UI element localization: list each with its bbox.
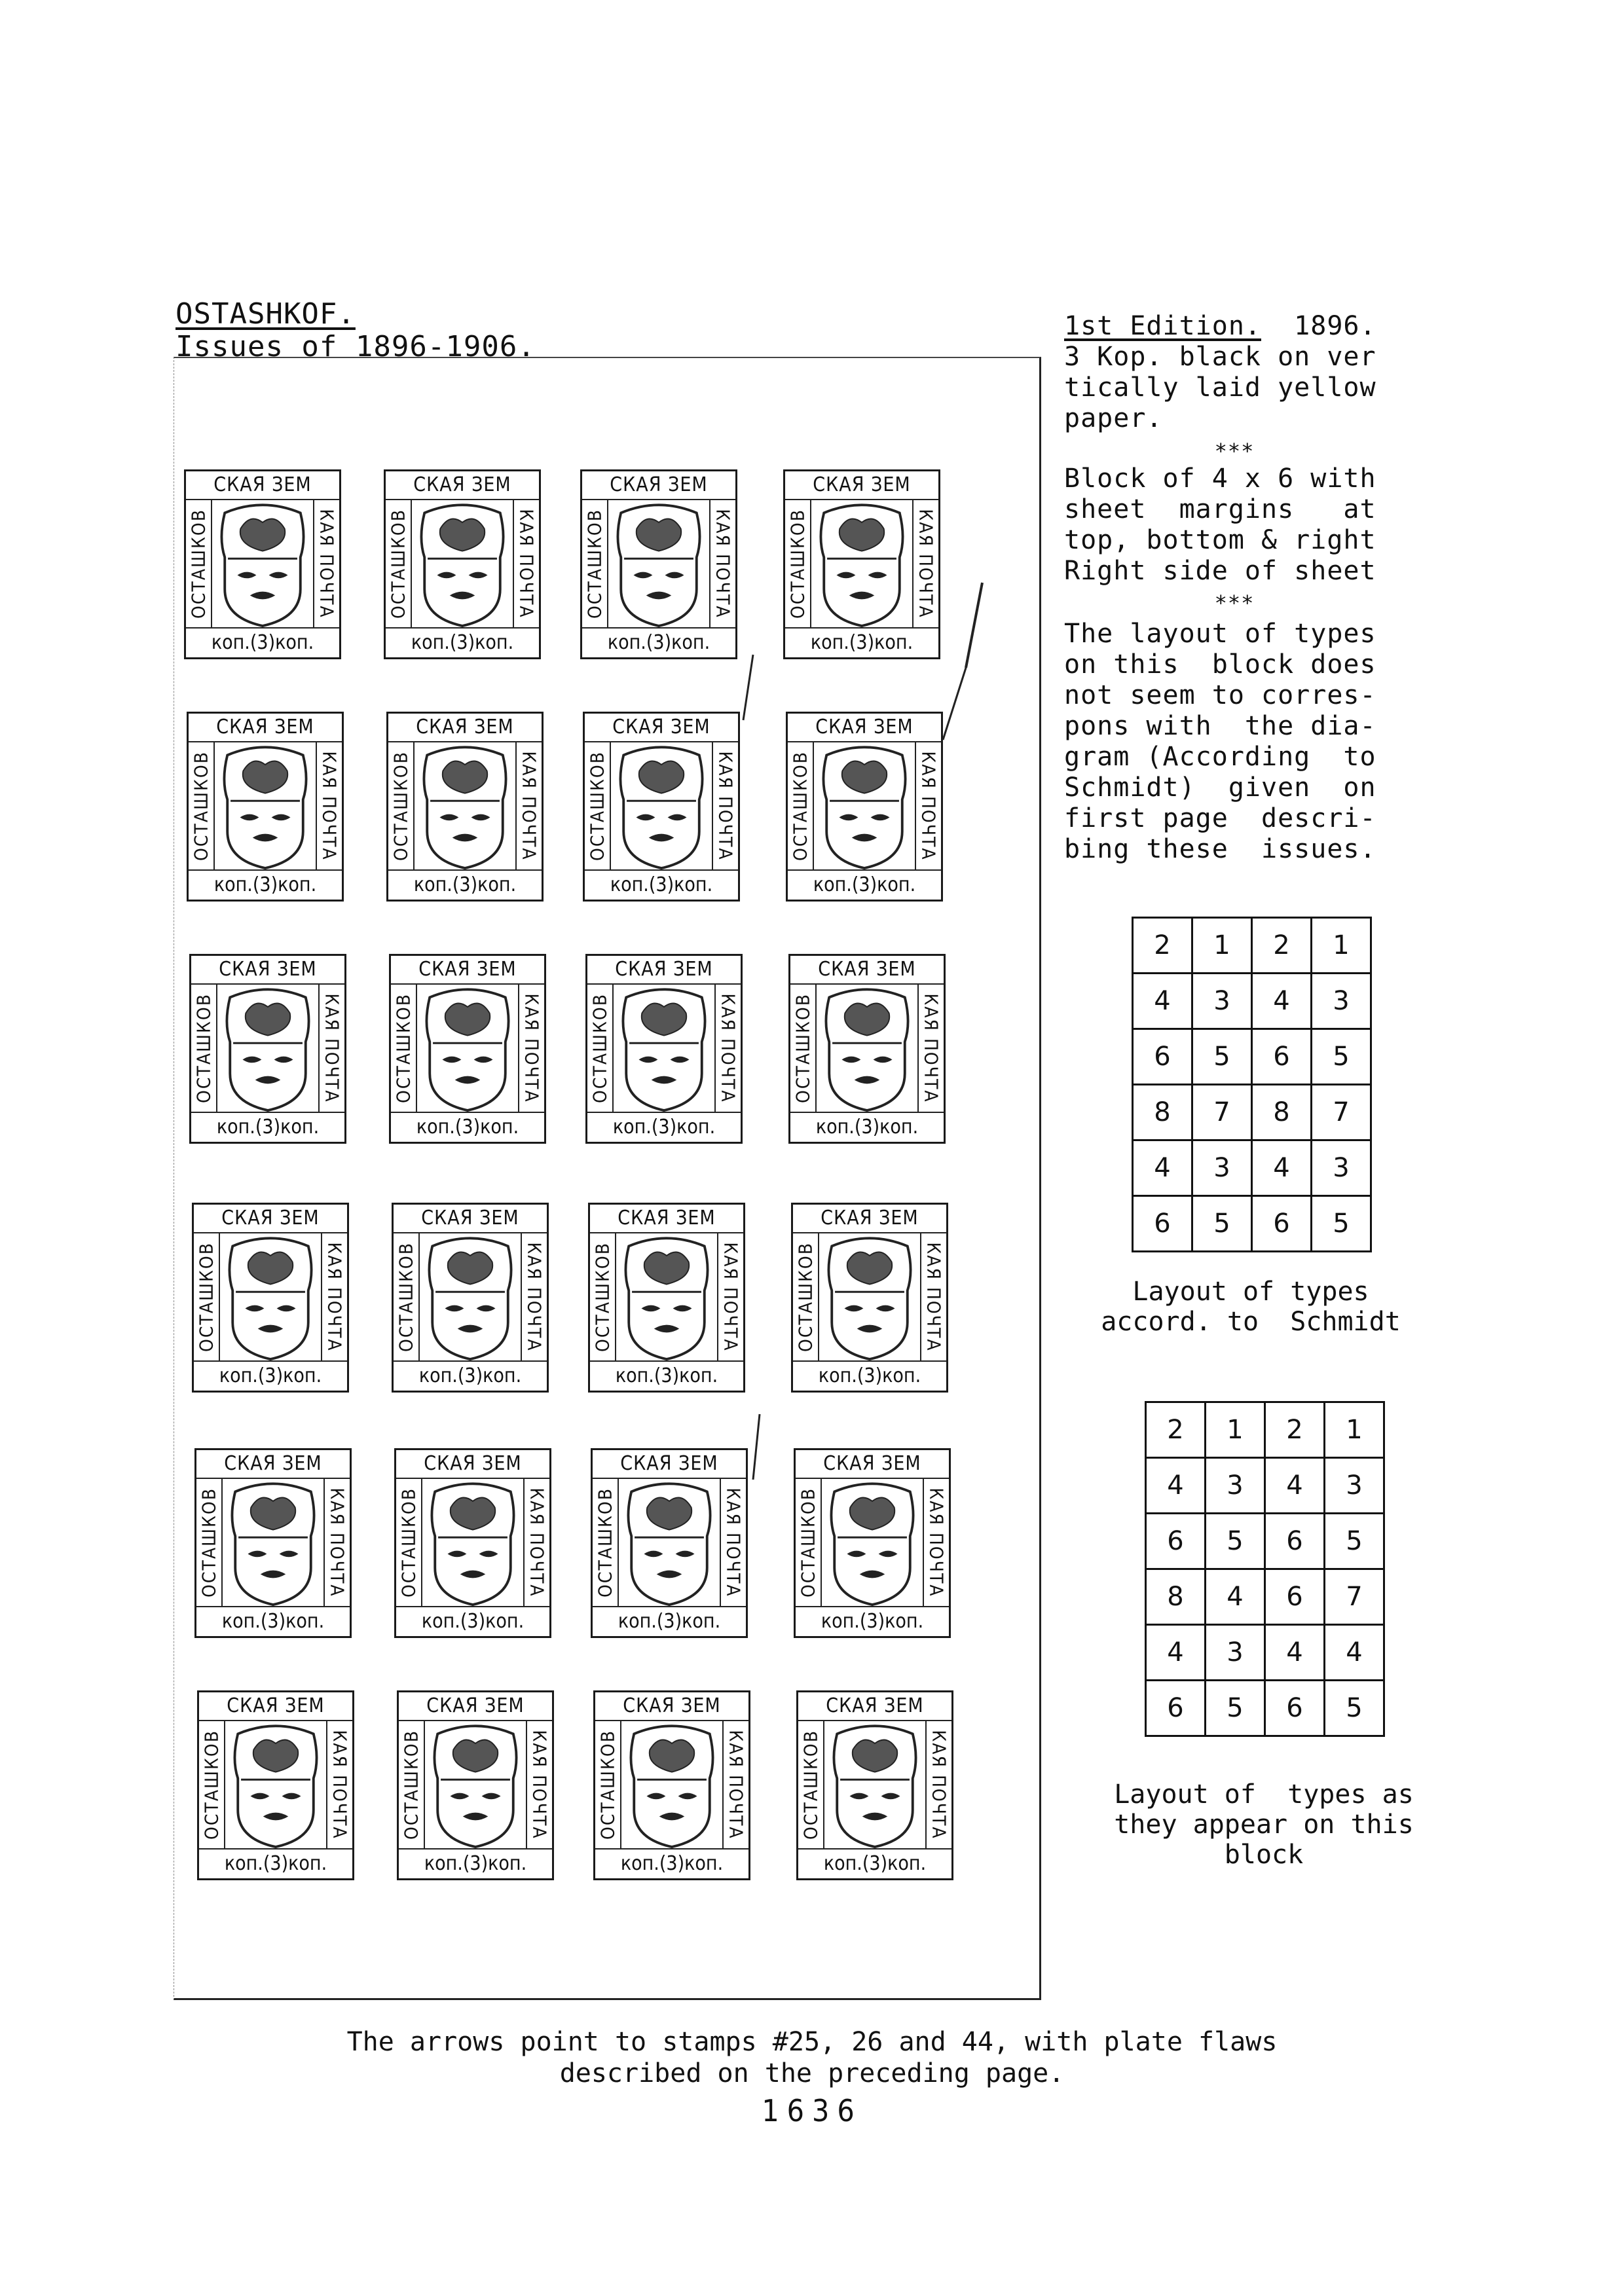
table-cell: 4 <box>1146 1625 1206 1681</box>
stamp-shield <box>415 742 515 869</box>
stamp-left-frame <box>587 983 614 1113</box>
table-row <box>1133 974 1371 1029</box>
stamp-14 <box>392 1203 549 1393</box>
stamp-left-text: ОСТАШКОВ <box>187 509 210 619</box>
stamp-top-text: СКАЯ ЗЕМ <box>785 471 938 500</box>
table-cell: 6 <box>1146 1681 1206 1736</box>
footer-note-line-2: described on the preceding page. <box>559 2058 1065 2088</box>
stamp-left-text: ОСТАШКОВ <box>395 1242 417 1352</box>
table-cell: 8 <box>1146 1569 1206 1625</box>
stamp-right-frame <box>513 499 539 629</box>
stamp-right-text: КАЯ ПОЧТА <box>725 1730 747 1840</box>
stamp-left-frame <box>199 1720 225 1850</box>
stamp-shield <box>223 1479 323 1606</box>
stamp-right-frame <box>323 1478 350 1607</box>
stamp-2 <box>384 469 541 659</box>
table-row <box>1146 1402 1384 1458</box>
stamp-left-text: ОСТАШКОВ <box>594 1487 616 1597</box>
stamp-top-text: СКАЯ ЗЕМ <box>189 714 342 742</box>
stamp-right-frame <box>318 983 344 1113</box>
plate-flaw-arrows <box>707 576 995 1493</box>
stamp-left-text: ОСТАШКОВ <box>387 509 409 619</box>
stamp-right-frame <box>521 1232 547 1362</box>
stamp-top-text: СКАЯ ЗЕМ <box>590 1205 743 1233</box>
stamp-left-frame <box>386 499 412 629</box>
table-cell: 3 <box>1312 974 1371 1029</box>
stamp-shield <box>220 1233 321 1360</box>
stamp-left-frame <box>396 1478 422 1607</box>
stamp-left-text: ОСТАШКОВ <box>198 1487 220 1597</box>
stamp-right-frame <box>316 741 342 871</box>
stamp-value-text: коп.(3)коп. <box>399 1848 552 1878</box>
arrow-stamp-12 <box>943 668 966 740</box>
arrow-stamp-19 <box>753 1414 760 1480</box>
table-cell: 5 <box>1312 1029 1371 1085</box>
stamp-value-text: коп.(3)коп. <box>189 869 342 900</box>
stamp-shield <box>422 1479 523 1606</box>
table-row <box>1146 1458 1384 1514</box>
table-cell: 2 <box>1265 1402 1325 1458</box>
table-row <box>1146 1569 1384 1625</box>
stamp-right-text: КАЯ ПОЧТА <box>717 993 739 1103</box>
table-cell: 4 <box>1252 974 1312 1029</box>
layout-remarks: The layout of types on this block does not seem to corres- pons with the dia- gram (According to Schmidt) given on first page descri- bing these issues. <box>1064 619 1376 864</box>
table-cell: 5 <box>1312 1196 1371 1252</box>
stamp-top-text: СКАЯ ЗЕМ <box>388 714 542 742</box>
stamp-left-frame <box>399 1720 425 1850</box>
stamp-top-text: СКАЯ ЗЕМ <box>593 1450 746 1479</box>
stamp-right-frame <box>321 1232 347 1362</box>
coat-of-arms-icon <box>614 985 714 1112</box>
stamp-left-frame <box>388 741 415 871</box>
table-row <box>1133 1085 1371 1140</box>
stamp-left-frame <box>194 1232 220 1362</box>
table-row <box>1133 1196 1371 1252</box>
stamp-value-text: коп.(3)коп. <box>798 1848 951 1878</box>
stamp-left-frame <box>196 1478 223 1607</box>
stamp-shield <box>217 985 318 1112</box>
stamp-right-frame <box>515 741 542 871</box>
stamp-right-text: КАЯ ПОЧТА <box>528 1730 551 1840</box>
stamp-top-text: СКАЯ ЗЕМ <box>194 1205 347 1233</box>
stamp-top-text: СКАЯ ЗЕМ <box>798 1692 951 1721</box>
stamp-left-frame <box>391 983 417 1113</box>
stamp-17 <box>194 1448 352 1638</box>
stamp-shield <box>824 1721 925 1848</box>
stamp-left-text: ОСТАШКОВ <box>789 751 811 861</box>
stamp-right-text: КАЯ ПОЧТА <box>917 751 940 861</box>
table-cell: 5 <box>1325 1681 1384 1736</box>
stamp-left-frame <box>186 499 212 629</box>
stamp-right-text: КАЯ ПОЧТА <box>323 1242 346 1352</box>
stamp-value-text: коп.(3)коп. <box>587 1112 741 1142</box>
stamp-left-frame <box>798 1720 824 1850</box>
stamp-right-text: КАЯ ПОЧТА <box>321 993 343 1103</box>
stamp-9 <box>189 954 346 1144</box>
table-cell: 6 <box>1265 1569 1325 1625</box>
table-cell: 5 <box>1206 1514 1265 1569</box>
table-cell: 3 <box>1325 1458 1384 1514</box>
stamp-23 <box>593 1690 750 1880</box>
edition-heading: 1st Edition. 1896. <box>1064 311 1376 341</box>
stamp-top-text: СКАЯ ЗЕМ <box>585 714 738 742</box>
stamp-value-text: коп.(3)коп. <box>582 627 735 657</box>
stamp-shield <box>225 1721 326 1848</box>
stamp-right-frame <box>925 1720 951 1850</box>
table-cell: 1 <box>1192 918 1252 974</box>
stamp-right-text: КАЯ ПОЧТА <box>523 1242 545 1352</box>
stamp-value-text: коп.(3)коп. <box>196 1606 350 1636</box>
stamp-right-text: КАЯ ПОЧТА <box>329 1730 351 1840</box>
stamp-shield <box>212 500 313 627</box>
stamp-value-text: коп.(3)коп. <box>793 1360 946 1391</box>
table-cell: 6 <box>1265 1681 1325 1736</box>
separator-stars-2: *** <box>1214 591 1255 615</box>
stamp-right-frame <box>518 983 544 1113</box>
coat-of-arms-icon <box>417 985 518 1112</box>
table-cell: 4 <box>1265 1458 1325 1514</box>
stamp-1 <box>184 469 341 659</box>
table-cell: 4 <box>1325 1625 1384 1681</box>
stamp-top-text: СКАЯ ЗЕМ <box>199 1692 352 1721</box>
coat-of-arms-icon <box>824 1721 925 1848</box>
table-row <box>1133 918 1371 974</box>
stamp-left-text: ОСТАШКОВ <box>195 1242 217 1352</box>
stamp-shield <box>619 1479 720 1606</box>
stamp-right-text: КАЯ ПОЧТА <box>518 751 540 861</box>
stamp-left-frame <box>796 1478 822 1607</box>
stamp-left-frame <box>595 1720 621 1850</box>
stamp-top-text: СКАЯ ЗЕМ <box>394 1205 547 1233</box>
coat-of-arms-icon <box>420 1233 521 1360</box>
stamp-value-text: коп.(3)коп. <box>191 1112 344 1142</box>
stamp-left-frame <box>590 1232 616 1362</box>
table-cell: 6 <box>1265 1514 1325 1569</box>
table-cell: 6 <box>1252 1029 1312 1085</box>
stamp-right-text: КАЯ ПОЧТА <box>318 751 341 861</box>
stamp-right-text: КАЯ ПОЧТА <box>326 1487 348 1597</box>
stamp-left-frame <box>582 499 608 629</box>
stamp-left-text: ОСТАШКОВ <box>392 993 415 1103</box>
stamp-shield <box>417 985 518 1112</box>
stamp-right-text: КАЯ ПОЧТА <box>515 509 538 619</box>
stamp-left-text: ОСТАШКОВ <box>200 1730 223 1840</box>
stamp-top-text: СКАЯ ЗЕМ <box>595 1692 748 1721</box>
table-cell: 2 <box>1133 918 1192 974</box>
footer-note-line-1: The arrows point to stamps #25, 26 and 44, with plate flaws <box>346 2027 1278 2057</box>
arrow-stamp-6 <box>743 655 753 720</box>
coat-of-arms-icon <box>223 1479 323 1606</box>
table-cell: 8 <box>1133 1085 1192 1140</box>
stamp-left-frame <box>189 741 215 871</box>
stamp-left-text: ОСТАШКОВ <box>792 993 814 1103</box>
stamp-value-text: коп.(3)коп. <box>186 627 339 657</box>
stamp-left-text: ОСТАШКОВ <box>786 509 809 619</box>
stamp-left-text: ОСТАШКОВ <box>400 1730 422 1840</box>
coat-of-arms-icon <box>422 1479 523 1606</box>
stamp-value-text: коп.(3)коп. <box>593 1606 746 1636</box>
stamp-shield <box>608 500 709 627</box>
table-cell: 6 <box>1146 1514 1206 1569</box>
stamp-6 <box>386 712 544 902</box>
table-cell: 3 <box>1312 1140 1371 1196</box>
stamp-shield <box>621 1721 722 1848</box>
stamp-right-text: КАЯ ПОЧТА <box>720 1242 742 1352</box>
arrow-stamp-8 <box>966 583 982 668</box>
stamp-shield <box>611 742 712 869</box>
table-cell: 6 <box>1133 1029 1192 1085</box>
stamp-value-text: коп.(3)коп. <box>790 1112 944 1142</box>
table-cell: 4 <box>1206 1569 1265 1625</box>
table-cell: 2 <box>1252 918 1312 974</box>
stamp-top-text: СКАЯ ЗЕМ <box>790 956 944 985</box>
stamp-top-text: СКАЯ ЗЕМ <box>396 1450 549 1479</box>
stamp-right-text: КАЯ ПОЧТА <box>928 1730 950 1840</box>
stamp-right-frame <box>722 1720 748 1850</box>
coat-of-arms-icon <box>616 1233 717 1360</box>
coat-of-arms-icon <box>220 1233 321 1360</box>
page-number: 1636 <box>762 2093 862 2128</box>
layout-table-schmidt <box>1132 917 1372 1252</box>
coat-of-arms-icon <box>212 500 313 627</box>
stamp-right-frame <box>326 1720 352 1850</box>
coat-of-arms-icon <box>608 500 709 627</box>
table-cell: 4 <box>1252 1140 1312 1196</box>
table-row <box>1133 1029 1371 1085</box>
stamp-shield <box>412 500 513 627</box>
stamp-10 <box>389 954 546 1144</box>
stamp-top-text: СКАЯ ЗЕМ <box>196 1450 350 1479</box>
stamp-left-text: ОСТАШКОВ <box>583 509 606 619</box>
table-cell: 5 <box>1206 1681 1265 1736</box>
table-cell: 6 <box>1133 1196 1192 1252</box>
coat-of-arms-icon <box>412 500 513 627</box>
table-cell: 1 <box>1312 918 1371 974</box>
stamp-right-frame <box>720 1478 746 1607</box>
stamp-right-text: КАЯ ПОЧТА <box>722 1487 745 1597</box>
stamp-value-text: коп.(3)коп. <box>796 1606 949 1636</box>
stamp-left-frame <box>394 1232 420 1362</box>
stamp-value-text: коп.(3)коп. <box>585 869 738 900</box>
stamp-value-text: коп.(3)коп. <box>394 1360 547 1391</box>
table-cell: 7 <box>1312 1085 1371 1140</box>
stamp-right-text: КАЯ ПОЧТА <box>923 1242 945 1352</box>
stamp-right-text: КАЯ ПОЧТА <box>521 993 543 1103</box>
stamp-left-text: ОСТАШКОВ <box>597 1730 619 1840</box>
stamp-value-text: коп.(3)коп. <box>788 869 941 900</box>
stamp-18 <box>394 1448 551 1638</box>
block-description: Block of 4 x 6 with sheet margins at top, bottom & right Right side of sheet <box>1064 464 1376 586</box>
caption-schmidt: Layout of types accord. to Schmidt <box>1101 1277 1401 1337</box>
table-cell: 7 <box>1192 1085 1252 1140</box>
table-cell: 7 <box>1325 1569 1384 1625</box>
table-cell: 4 <box>1265 1625 1325 1681</box>
table-cell: 6 <box>1252 1196 1312 1252</box>
stamp-left-text: ОСТАШКОВ <box>589 993 611 1103</box>
stamp-top-text: СКАЯ ЗЕМ <box>587 956 741 985</box>
stamp-shield <box>215 742 316 869</box>
stamp-21 <box>197 1690 354 1880</box>
coat-of-arms-icon <box>611 742 712 869</box>
page-subtitle: Issues of 1896-1906. <box>175 330 536 363</box>
table-cell: 8 <box>1252 1085 1312 1140</box>
stamp-right-text: КАЯ ПОЧТА <box>714 751 737 861</box>
caption-block: Layout of types as they appear on this block <box>1114 1779 1414 1870</box>
stamp-left-frame <box>585 741 611 871</box>
stamp-left-text: ОСТАШКОВ <box>586 751 608 861</box>
table-row <box>1146 1625 1384 1681</box>
stamp-top-text: СКАЯ ЗЕМ <box>191 956 344 985</box>
stamp-right-frame <box>313 499 339 629</box>
stamp-top-text: СКАЯ ЗЕМ <box>793 1205 946 1233</box>
stamp-right-text: КАЯ ПОЧТА <box>920 993 942 1103</box>
stamp-left-text: ОСТАШКОВ <box>591 1242 614 1352</box>
table-row <box>1133 1140 1371 1196</box>
coat-of-arms-icon <box>215 742 316 869</box>
stamp-value-text: коп.(3)коп. <box>595 1848 748 1878</box>
stamp-value-text: коп.(3)коп. <box>386 627 539 657</box>
table-cell: 3 <box>1206 1625 1265 1681</box>
stamp-value-text: коп.(3)коп. <box>396 1606 549 1636</box>
stamp-shield <box>420 1233 521 1360</box>
stamp-left-text: ОСТАШКОВ <box>800 1730 822 1840</box>
stamp-shield <box>614 985 714 1112</box>
stamp-right-frame <box>523 1478 549 1607</box>
stamp-value-text: коп.(3)коп. <box>391 1112 544 1142</box>
stamp-left-text: ОСТАШКОВ <box>794 1242 817 1352</box>
page-title: OSTASHKOF. <box>175 297 356 331</box>
separator-stars-1: *** <box>1214 439 1255 464</box>
stamp-left-text: ОСТАШКОВ <box>397 1487 420 1597</box>
stamp-5 <box>187 712 344 902</box>
table-cell: 5 <box>1192 1196 1252 1252</box>
table-cell: 3 <box>1192 1140 1252 1196</box>
stamp-left-text: ОСТАШКОВ <box>193 993 215 1103</box>
stamp-value-text: коп.(3)коп. <box>590 1360 743 1391</box>
stamp-top-text: СКАЯ ЗЕМ <box>386 471 539 500</box>
stamp-value-text: коп.(3)коп. <box>199 1848 352 1878</box>
stamp-24 <box>796 1690 953 1880</box>
stamp-value-text: коп.(3)коп. <box>194 1360 347 1391</box>
stamp-top-text: СКАЯ ЗЕМ <box>186 471 339 500</box>
stamp-right-text: КАЯ ПОЧТА <box>915 509 937 619</box>
table-cell: 1 <box>1325 1402 1384 1458</box>
table-cell: 3 <box>1192 974 1252 1029</box>
stamp-top-text: СКАЯ ЗЕМ <box>796 1450 949 1479</box>
stamp-left-frame <box>191 983 217 1113</box>
table-cell: 4 <box>1146 1458 1206 1514</box>
coat-of-arms-icon <box>217 985 318 1112</box>
stamp-left-text: ОСТАШКОВ <box>390 751 412 861</box>
stamp-shield <box>616 1233 717 1360</box>
table-cell: 5 <box>1325 1514 1384 1569</box>
table-cell: 4 <box>1133 974 1192 1029</box>
stamp-right-text: КАЯ ПОЧТА <box>316 509 338 619</box>
stamp-value-text: коп.(3)коп. <box>785 627 938 657</box>
stamp-shield <box>822 1479 923 1606</box>
stamp-top-text: СКАЯ ЗЕМ <box>391 956 544 985</box>
stamp-13 <box>192 1203 349 1393</box>
stamp-right-frame <box>526 1720 552 1850</box>
table-row <box>1146 1681 1384 1736</box>
stamp-top-text: СКАЯ ЗЕМ <box>788 714 941 742</box>
stamp-shield <box>425 1721 526 1848</box>
stamp-left-text: ОСТАШКОВ <box>797 1487 819 1597</box>
table-cell: 1 <box>1206 1402 1265 1458</box>
coat-of-arms-icon <box>425 1721 526 1848</box>
layout-table-block <box>1145 1401 1385 1737</box>
stamp-right-text: КАЯ ПОЧТА <box>712 509 734 619</box>
stamp-right-text: КАЯ ПОЧТА <box>526 1487 548 1597</box>
coat-of-arms-icon <box>619 1479 720 1606</box>
table-cell: 4 <box>1133 1140 1192 1196</box>
table-cell: 5 <box>1192 1029 1252 1085</box>
table-row <box>1146 1514 1384 1569</box>
stamp-right-frame <box>923 1478 949 1607</box>
stamp-value-text: коп.(3)коп. <box>388 869 542 900</box>
stamp-top-text: СКАЯ ЗЕМ <box>582 471 735 500</box>
coat-of-arms-icon <box>621 1721 722 1848</box>
table-cell: 3 <box>1206 1458 1265 1514</box>
stamp-left-text: ОСТАШКОВ <box>190 751 212 861</box>
coat-of-arms-icon <box>822 1479 923 1606</box>
stamp-22 <box>397 1690 554 1880</box>
coat-of-arms-icon <box>415 742 515 869</box>
stamp-left-frame <box>593 1478 619 1607</box>
stamp-right-text: КАЯ ПОЧТА <box>925 1487 948 1597</box>
stamp-top-text: СКАЯ ЗЕМ <box>399 1692 552 1721</box>
coat-of-arms-icon <box>225 1721 326 1848</box>
edition-description: 3 Kop. black on ver tically laid yellow paper. <box>1064 342 1376 433</box>
table-cell: 2 <box>1146 1402 1206 1458</box>
